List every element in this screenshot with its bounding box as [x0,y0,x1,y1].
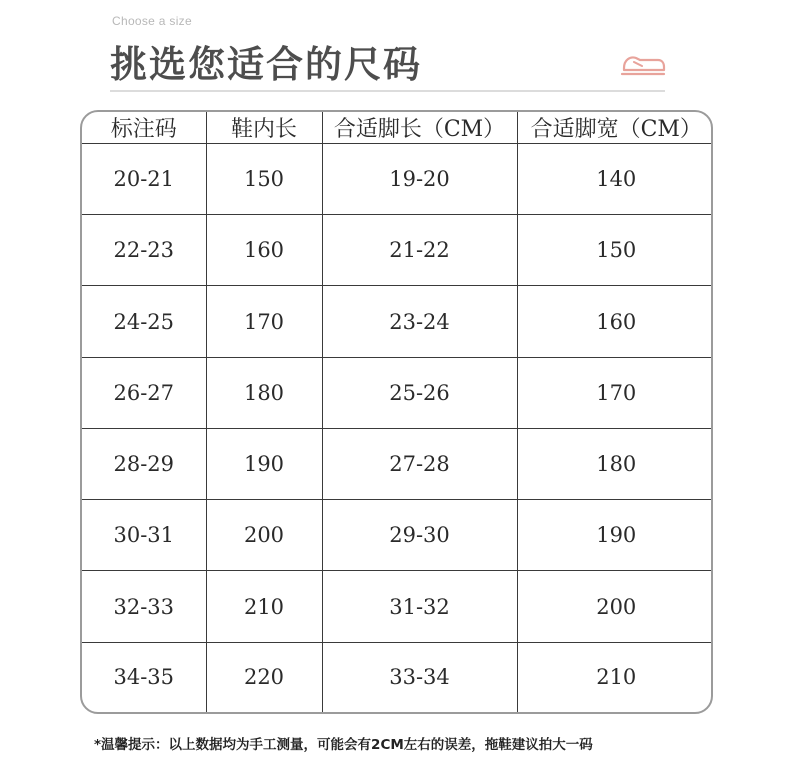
table-row [82,571,713,642]
table-row [82,357,713,428]
size-label-cell: 22-23 [82,215,206,286]
foot-width-cell: 160 [517,286,713,357]
foot-width-cell: 140 [517,144,713,215]
inner-length-cell: 160 [206,215,322,286]
page-title: 挑选您适合的尺码 [110,43,422,86]
foot-width-cell: 170 [517,357,713,428]
size-label-cell: 34-35 [82,642,206,712]
column-header-foot-length: 合适脚长（CM） [322,112,517,144]
header-divider [110,90,665,92]
foot-length-cell: 25-26 [322,357,517,428]
foot-width-cell: 200 [517,571,713,642]
column-header-inner-length: 鞋内长 [206,112,322,144]
size-label-cell: 24-25 [82,286,206,357]
table-row [82,428,713,499]
inner-length-cell: 210 [206,571,322,642]
inner-length-cell: 150 [206,144,322,215]
inner-length-cell: 190 [206,428,322,499]
table-row [82,500,713,571]
size-table-container [80,110,713,714]
size-label-cell: 20-21 [82,144,206,215]
slipper-icon [618,46,666,78]
foot-length-cell: 23-24 [322,286,517,357]
page-header [110,12,690,94]
size-label-cell: 30-31 [82,500,206,571]
size-label-cell: 26-27 [82,357,206,428]
column-header-size-label: 标注码 [82,112,206,144]
foot-length-cell: 21-22 [322,215,517,286]
foot-width-cell: 180 [517,428,713,499]
table-row [82,286,713,357]
inner-length-cell: 200 [206,500,322,571]
inner-length-cell: 220 [206,642,322,712]
size-label-cell: 28-29 [82,428,206,499]
foot-length-cell: 33-34 [322,642,517,712]
foot-length-cell: 19-20 [322,144,517,215]
size-label-cell: 32-33 [82,571,206,642]
table-row [82,144,713,215]
foot-width-cell: 190 [517,500,713,571]
foot-length-cell: 29-30 [322,500,517,571]
column-header-foot-width: 合适脚宽（CM） [517,112,713,144]
table-row [82,215,713,286]
foot-width-cell: 150 [517,215,713,286]
inner-length-cell: 180 [206,357,322,428]
foot-width-cell: 210 [517,642,713,712]
foot-length-cell: 31-32 [322,571,517,642]
table-row [82,642,713,712]
size-table [82,112,713,712]
footer-note: *温馨提示：以上数据均为手工测量，可能会有2CM左右的误差，拖鞋建议拍大一码 [94,737,593,753]
inner-length-cell: 170 [206,286,322,357]
foot-length-cell: 27-28 [322,428,517,499]
table-header-row [82,112,713,144]
header-eyebrow: Choose a size [112,14,192,28]
